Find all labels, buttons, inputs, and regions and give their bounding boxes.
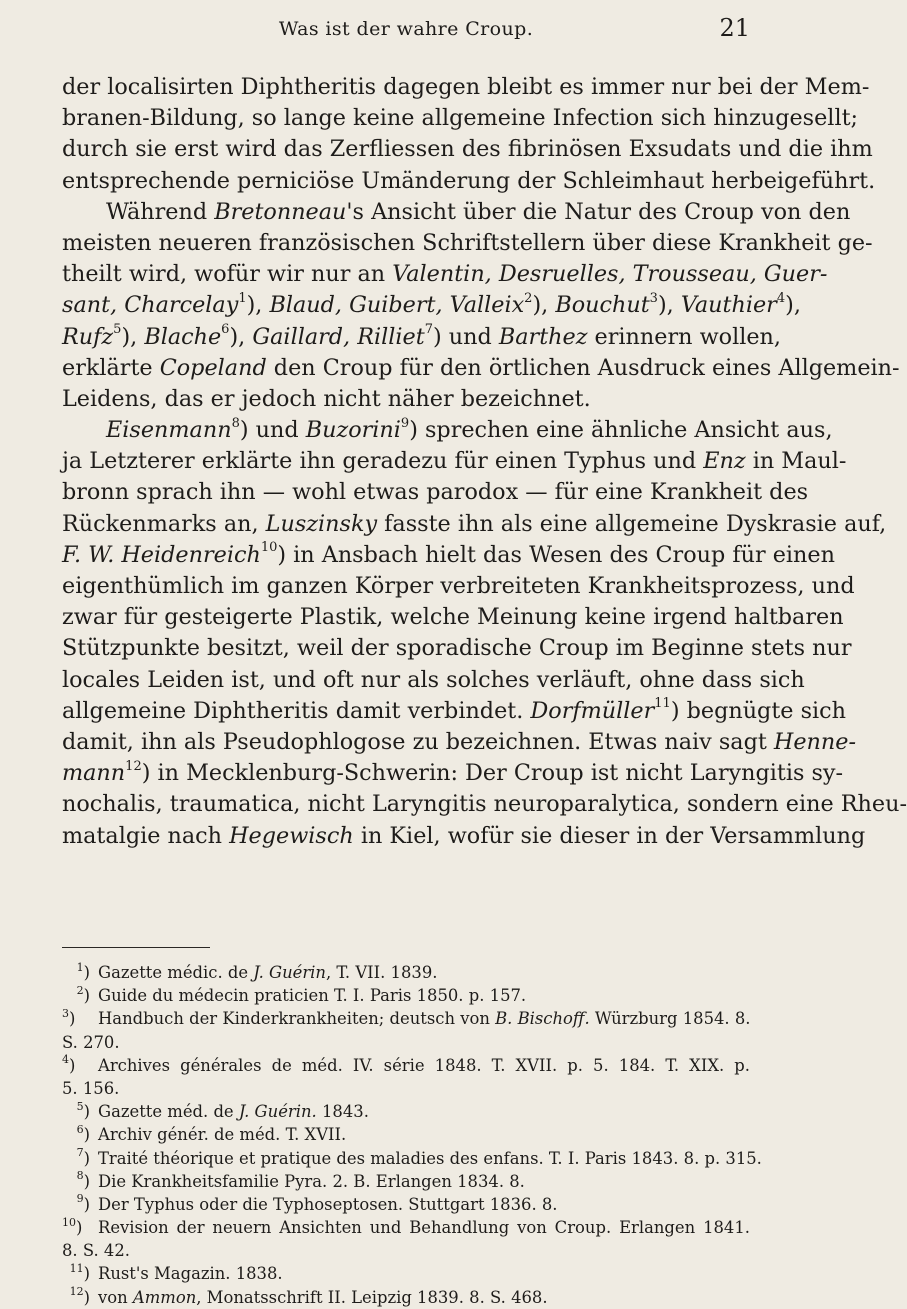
text-run: theilt wird, wofür wir nur an [62, 261, 393, 288]
italic-text: Vauthier [680, 292, 777, 319]
footnote [62, 1216, 750, 1239]
text-line [62, 633, 852, 664]
footnote-mark: $^4$) [62, 1053, 76, 1075]
text-line [62, 259, 828, 290]
italic-text: Dorfmüller [530, 697, 655, 724]
text-run: ) begnügte sich [670, 697, 846, 724]
footnote-mark: $^7$) [76, 1146, 90, 1168]
footnote-reference: 11 [654, 696, 671, 712]
text-line [62, 789, 907, 820]
text-line [62, 727, 857, 758]
italic-text: Gaillard, Rilliet [252, 323, 425, 350]
italic-text: Luszinsky [265, 510, 378, 537]
italic-text: Hegewisch [229, 822, 354, 849]
text-run: Traité théorique et pratique des maladies des enfans. T. I. Paris 1843. 8. p. 315. [98, 1148, 762, 1168]
text-run: Handbuch der Kinderkrankheiten; deutsch von [98, 1009, 496, 1029]
footnote-reference: 6 [221, 322, 230, 338]
text-run: in Kiel, wofür sie dieser in der Versammlung [353, 822, 866, 849]
text-line [62, 353, 900, 384]
text-line [62, 571, 855, 602]
text-line [62, 477, 809, 508]
text-line [62, 758, 844, 789]
text-run: branen-Bildung, so lange keine allgemeine Infection sich hinzugesellt; [62, 105, 859, 132]
text-line [62, 228, 873, 259]
footnote [62, 961, 750, 984]
italic-text: Blache [144, 323, 222, 350]
footnote-number: 3 [62, 1006, 69, 1020]
footnote-number: 11 [69, 1261, 84, 1275]
text-line [62, 72, 870, 103]
footnote-mark: $^{10}$) [62, 1215, 83, 1238]
text-run: ) und [239, 417, 306, 444]
footnote-number: 1 [76, 960, 84, 974]
footnote [62, 1123, 750, 1146]
footnote [62, 1146, 762, 1170]
text-run: S. 270. [62, 1032, 120, 1052]
footnote-continuation [62, 1239, 750, 1262]
text-run: bronn sprach ihn — wohl etwas parodox — für eine Krankheit des [62, 479, 809, 506]
italic-text: Barthez [498, 323, 588, 350]
text-run: allgemeine Diphtheritis damit verbindet. [62, 697, 531, 724]
text-run: ) und [432, 323, 499, 350]
footnote-number: 5 [76, 1099, 84, 1113]
footnote [62, 1100, 750, 1123]
text-run: Archiv génér. de méd. T. XVII. [98, 1125, 347, 1145]
footnote-mark: $^{11}$) [69, 1261, 90, 1284]
text-run: in Maul- [745, 448, 847, 475]
footnote-number: 12 [69, 1285, 84, 1299]
footnote-mark: $^3$) [62, 1006, 76, 1029]
italic-text: Bouchut [555, 292, 650, 319]
text-run: ), [246, 292, 270, 319]
footnote [62, 1170, 750, 1193]
text-run: , Monatsschrift II. Leipzig 1839. 8. S. 468. [196, 1287, 548, 1307]
footnote-number: 4 [62, 1053, 69, 1067]
italic-text: Blaud, Guibert, Valleix [269, 292, 525, 319]
italic-text: sant, Charcelay [62, 292, 239, 319]
footnote [62, 1286, 750, 1309]
italic-text: Valentin, Desruelles, Trousseau, Guer- [392, 261, 828, 288]
text-run: ), [657, 292, 681, 319]
text-run: ) sprechen eine ähnliche Ansicht aus, [409, 417, 833, 444]
footnote [62, 1007, 750, 1030]
text-run: ), [229, 323, 253, 350]
text-run: Rückenmarks an, [62, 510, 266, 537]
footnote-reference: 12 [125, 758, 142, 774]
text-line [62, 384, 750, 415]
text-line [62, 134, 873, 165]
text-run: erinnern wollen, [587, 323, 781, 350]
text-run: ), [121, 323, 145, 350]
text-run: fasste ihn als eine allgemeine Dyskrasie auf, [377, 510, 887, 537]
italic-text: Enz [703, 448, 746, 475]
text-run: Die Krankheitsfamilie Pyra. 2. B. Erlangen 1834. 8. [98, 1171, 525, 1191]
text-line [62, 166, 876, 197]
text-run: , T. VII. 1839. [325, 963, 438, 982]
footnote [62, 1193, 750, 1216]
footnote-mark: $^6$) [76, 1122, 90, 1145]
body-text [62, 72, 907, 852]
footnote-mark: $^5$) [76, 1099, 90, 1122]
italic-text: J. Guérin. [238, 1102, 317, 1122]
footnote-reference: 3 [649, 290, 658, 306]
text-run: von [98, 1287, 133, 1307]
text-line [62, 821, 866, 852]
footnote-reference: 8 [231, 415, 240, 431]
text-run: Archives générales de méd. IV. série 1848. T. XVII. p. 5. 184. T. XIX. p. [98, 1055, 750, 1075]
text-run: meisten neueren französischen Schriftstellern über diese Krankheit ge- [62, 229, 873, 256]
footnote-reference: 1 [238, 290, 247, 306]
text-run: der localisirten Diphtheritis dagegen bleibt es immer nur bei der Mem- [62, 74, 870, 100]
footnote-number: 6 [76, 1122, 84, 1136]
text-run: Stützpunkte besitzt, weil der sporadische Croup im Beginne stets nur [62, 635, 852, 662]
text-line [62, 290, 801, 321]
footnote-reference: 5 [113, 322, 122, 338]
text-line [62, 665, 805, 696]
footnote-mark: $^9$) [76, 1192, 90, 1214]
footnote-number: 2 [76, 983, 84, 997]
italic-text: Eisenmann [106, 417, 232, 444]
footnote-reference: 10 [260, 540, 278, 556]
italic-text: Ammon [132, 1287, 197, 1307]
text-run: ja Letzterer erklärte ihn geradezu für einen Typhus und [62, 448, 704, 475]
text-run: 5. 156. [62, 1078, 120, 1098]
page-number: 21 [719, 14, 750, 42]
text-run: den Croup für den örtlichen Ausdruck eines Allgemein- [266, 354, 900, 381]
text-run: Gazette méd. de [98, 1102, 239, 1122]
text-run: Der Typhus oder die Typhoseptosen. Stuttgart 1836. 8. [98, 1194, 558, 1214]
text-run: Leidens, das er jedoch nicht näher bezeichnet. [62, 385, 591, 412]
text-line [62, 540, 835, 571]
footnote-rule [62, 947, 210, 948]
text-run: entsprechende perniciöse Umänderung der Schleimhaut herbeigeführt. [62, 167, 876, 194]
footnote-number: 9 [76, 1192, 84, 1206]
italic-text: J. Guérin [253, 963, 326, 982]
text-run: Während [106, 198, 215, 225]
text-line [62, 509, 887, 540]
italic-text: Rufz [62, 323, 114, 350]
text-run: ) in Ansbach hielt das Wesen des Croup für einen [277, 541, 835, 568]
italic-text: Buzorini [305, 417, 401, 444]
footnote [62, 1054, 750, 1077]
footnote-number: 7 [76, 1146, 84, 1160]
text-run: zwar für gesteigerte Plastik, welche Meinung keine irgend haltbaren [62, 604, 844, 631]
italic-text: F. W. Heidenreich [62, 541, 261, 568]
page-header [60, 14, 752, 50]
text-run: Rust's Magazin. 1838. [98, 1264, 283, 1284]
running-title: Was ist der wahre Croup. [278, 18, 534, 40]
text-run: erklärte [62, 354, 160, 381]
italic-text: Copeland [159, 354, 267, 381]
footnotes [62, 960, 762, 1309]
text-run: locales Leiden ist, und oft nur als solches verläuft, ohne dass sich [62, 666, 805, 693]
text-run: ) in Mecklenburg-Schwerin: Der Croup ist nicht Laryngitis sy- [141, 760, 844, 787]
italic-text: Henne- [773, 728, 857, 755]
text-line [62, 197, 851, 228]
text-run: Gazette médic. de [98, 963, 254, 982]
text-run: damit, ihn als Pseudophlogose zu bezeichnen. Etwas naiv sagt [62, 728, 774, 755]
footnote [62, 984, 750, 1007]
text-run: durch sie erst wird das Zerfliessen des fibrinösen Exsudats und die ihm [62, 136, 873, 163]
footnote-mark: $^{12}$) [69, 1285, 90, 1307]
italic-text: mann [62, 760, 126, 787]
footnote-mark: $^1$) [76, 960, 90, 982]
footnote [62, 1262, 750, 1285]
footnote-reference: 4 [776, 290, 786, 306]
text-run: nochalis, traumatica, nicht Laryngitis neuroparalytica, sondern eine Rheu- [62, 791, 907, 818]
footnote-mark: $^8$) [76, 1169, 90, 1191]
footnote-reference: 7 [424, 322, 433, 338]
text-run: ), [532, 292, 556, 319]
footnote-number: 8 [76, 1169, 84, 1183]
text-line [62, 446, 847, 477]
text-run: 1843. [316, 1102, 369, 1122]
footnote-reference: 9 [400, 415, 410, 431]
text-run: Würzburg 1854. 8. [589, 1009, 751, 1029]
text-run: matalgie nach [62, 822, 230, 849]
text-run: Revision der neuern Ansichten und Behandlung von Croup. Erlangen 1841. [98, 1218, 750, 1238]
footnote-number: 10 [62, 1215, 76, 1229]
text-line [62, 103, 859, 134]
text-line [62, 322, 781, 353]
footnote-continuation [62, 1077, 750, 1100]
italic-text: B. Bischoff. [495, 1009, 590, 1029]
text-run: 8. S. 42. [62, 1241, 130, 1261]
text-line [62, 602, 844, 633]
text-run: eigenthümlich im ganzen Körper verbreiteten Krankheitsprozess, und [62, 573, 855, 599]
text-run: Guide du médecin praticien T. I. Paris 1850. p. 157. [98, 986, 527, 1006]
text-run: 's Ansicht über die Natur des Croup von den [346, 198, 851, 225]
text-line [62, 696, 846, 727]
footnote-continuation [62, 1031, 750, 1054]
text-line [62, 415, 833, 446]
italic-text: Bretonneau [214, 198, 347, 225]
text-run: ), [785, 292, 801, 319]
footnote-mark: $^2$) [76, 983, 90, 1006]
footnote-reference: 2 [524, 290, 533, 306]
